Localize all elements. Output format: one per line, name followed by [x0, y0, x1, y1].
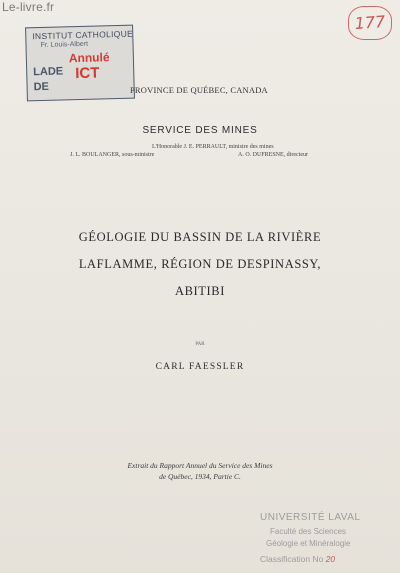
- title-line-2: LAFLAMME, RÉGION DE DESPINASSY,: [78, 257, 322, 271]
- university-stamp-line-1: UNIVERSITÉ LAVAL: [260, 512, 361, 523]
- deputy-minister-line: J. L. BOULANGER, sous-ministre: [70, 152, 155, 158]
- service-heading: SERVICE DES MINES: [142, 125, 258, 136]
- minister-line: L'Honorable J. E. PERRAULT, ministre des mines: [152, 144, 274, 150]
- cancelled-overprint: Annulé: [68, 50, 110, 66]
- title-line-1: GÉOLOGIE DU BASSIN DE LA RIVIÈRE: [78, 230, 322, 244]
- handwritten-number: [348, 6, 392, 40]
- stamp-line-4: DE: [33, 80, 50, 94]
- university-stamp-line-3: Géologie et Minéralogie: [266, 539, 351, 548]
- title-line-3: ABITIBI: [174, 284, 226, 298]
- classification-number: 20: [325, 554, 336, 564]
- watermark: Le-livre.fr: [2, 0, 55, 14]
- classification-label: Classification No: [260, 554, 324, 564]
- province-heading: PROVINCE DE QUÉBEC, CANADA: [130, 85, 268, 95]
- library-stamp: [25, 25, 135, 102]
- extract-line-1: Extrait du Rapport Annuel du Service des Mines: [127, 461, 273, 470]
- extract-line-2: de Québec, 1934, Partie C.: [159, 472, 241, 481]
- stamp-line-3: LADE: [33, 65, 64, 79]
- handwritten-number-text: 177: [354, 11, 386, 34]
- stamp-line-1: INSTITUT CATHOLIQUE: [32, 28, 134, 42]
- classification-line: [260, 554, 335, 564]
- university-stamp-line-2: Faculté des Sciences: [270, 527, 347, 536]
- by-label: PAR: [195, 342, 205, 347]
- director-line: A. O. DUFRESNE, directeur: [238, 152, 308, 158]
- university-stamp: [256, 512, 386, 570]
- ict-overprint: ICT: [75, 64, 100, 83]
- stamp-line-2: Fr. Louis-Albert: [40, 40, 89, 50]
- author-name: CARL FAESSLER: [155, 362, 245, 372]
